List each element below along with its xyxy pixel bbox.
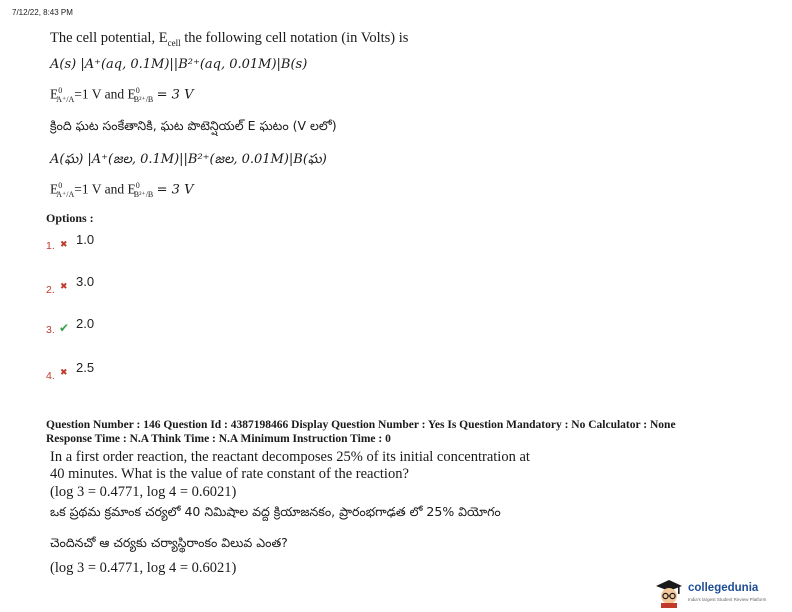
data-line-4: = 3 V xyxy=(156,182,194,198)
e0-sup-b: 0 xyxy=(135,86,140,95)
options-label: Options : xyxy=(46,211,94,225)
collegedunia-logo[interactable] xyxy=(652,578,788,608)
option-number: 4. xyxy=(46,370,55,382)
question2-telugu-line-2: చెందినచో ఆ చర్యకు చర్యాస్థిరాంకం విలువ ఎంత? xyxy=(50,535,288,550)
question2-text-line-1: In a first order reaction, the reactant decomposes 25% of its initial concentration at xyxy=(50,449,530,465)
option-number: 3. xyxy=(46,324,55,336)
data-line-3: =1 V and E xyxy=(74,181,136,197)
wrong-mark-icon: ✖ xyxy=(60,240,68,250)
question-title-post: the following cell notation (in Volts) is xyxy=(180,30,409,46)
e0-sub-b-2: B²⁺/B xyxy=(133,190,154,200)
data-line-2: = 3 V xyxy=(156,87,194,103)
e0-sub-a-2: A⁺/A xyxy=(56,190,75,200)
telugu-question: క్రింది ఘట సంకేతానికి, ఘట పొటెన్షియల్ E ఘటం (V లలో) xyxy=(50,118,337,133)
question-title-sub: cell xyxy=(167,37,181,48)
correct-check-icon: ✔ xyxy=(59,321,70,335)
e0-sup: 0 xyxy=(58,86,63,95)
option-number: 1. xyxy=(46,240,55,252)
telugu-cell-notation: A(ఘ) |A⁺(జల, 0.1M)||B²⁺(జల, 0.01M)|B(ఘ) xyxy=(50,152,327,167)
option-value: 2.5 xyxy=(76,360,95,375)
wrong-mark-icon: ✖ xyxy=(60,282,68,292)
wrong-mark-icon: ✖ xyxy=(60,368,68,378)
page-timestamp: 7/12/22, 8:43 PM xyxy=(12,8,73,17)
option-number: 2. xyxy=(46,284,55,296)
standard-potentials-line-2 xyxy=(50,181,193,199)
question2-text-line-2: 40 minutes. What is the value of rate constant of the reaction? xyxy=(50,466,409,482)
e0-symbol: E xyxy=(50,86,59,102)
e0-symbol-2: E xyxy=(50,181,59,197)
mascot-icon xyxy=(652,578,686,608)
question-title xyxy=(50,30,408,48)
e0-sub-b: B²⁺/B xyxy=(133,95,154,105)
brand-tagline: India's largest Student Review Platform xyxy=(688,597,767,602)
option-value: 2.0 xyxy=(76,316,95,331)
question2-log-line-2: (log 3 = 0.4771, log 4 = 0.6021) xyxy=(50,560,237,576)
cell-notation: A(s) |A⁺(aq, 0.1M)||B²⁺(aq, 0.01M)|B(s) xyxy=(50,57,308,72)
e0-sup-b-2: 0 xyxy=(135,181,140,190)
question2-telugu-line-1: ఒక ప్రథమ క్రమాంక చర్యలో 40 నిమిషాల వద్ద క్రియాజనకం, ప్రారంభగాఢత లో 25% వియోగం xyxy=(50,504,501,519)
data-line-1: =1 V and E xyxy=(74,86,136,102)
e0-sup-2: 0 xyxy=(58,181,63,190)
option-value: 3.0 xyxy=(76,274,95,289)
question-meta-line-1: Question Number : 146 Question Id : 4387198466 Display Question Number : Yes Is Question Mandatory : No Calculator : None xyxy=(46,419,676,431)
option-value: 1.0 xyxy=(76,232,95,247)
question-title-pre: The cell potential, E xyxy=(50,30,168,46)
standard-potentials-line xyxy=(50,86,193,104)
question-meta-line-2: Response Time : N.A Think Time : N.A Minimum Instruction Time : 0 xyxy=(46,433,391,445)
e0-sub-a: A⁺/A xyxy=(56,95,75,105)
brand-name: collegedunia xyxy=(688,582,759,594)
question2-log-line: (log 3 = 0.4771, log 4 = 0.6021) xyxy=(50,484,237,500)
